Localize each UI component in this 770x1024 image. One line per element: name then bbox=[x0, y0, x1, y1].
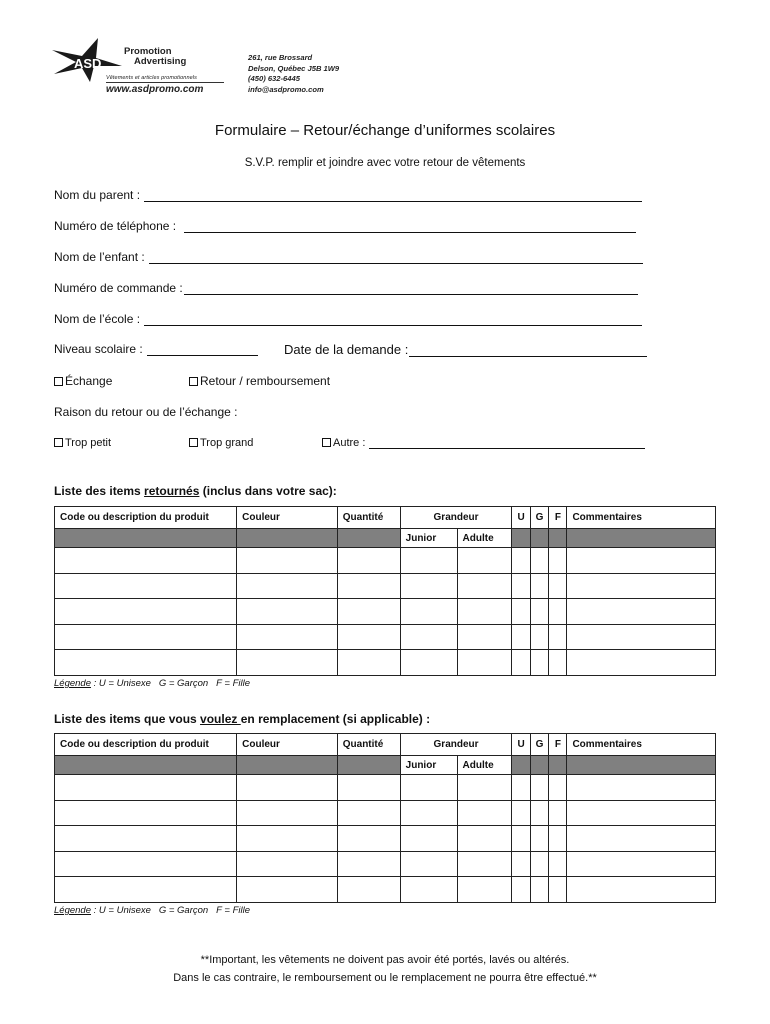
header-size: Grandeur bbox=[400, 734, 512, 756]
order-number-input[interactable] bbox=[184, 281, 638, 295]
header-qty: Quantité bbox=[337, 734, 400, 756]
address-email: info@asdpromo.com bbox=[248, 84, 324, 94]
grade-label: Niveau scolaire : bbox=[54, 342, 143, 356]
table-row[interactable] bbox=[55, 851, 716, 877]
table-header-row bbox=[55, 734, 716, 756]
logo-promotion: Promotion bbox=[124, 46, 172, 57]
replacement-items-table bbox=[54, 733, 716, 903]
parent-name-field bbox=[54, 188, 642, 202]
parent-name-label: Nom du parent : bbox=[54, 188, 141, 202]
header-f: F bbox=[549, 507, 567, 529]
table-row[interactable] bbox=[55, 826, 716, 852]
header-color: Couleur bbox=[237, 734, 338, 756]
other-checkbox[interactable] bbox=[322, 438, 331, 447]
svg-text:ASD: ASD bbox=[74, 56, 102, 71]
important-note-line2: Dans le cas contraire, le remboursement ou le remplacement ne pourra être effectué.** bbox=[173, 972, 597, 984]
header-f: F bbox=[549, 734, 567, 756]
request-date-field bbox=[284, 342, 647, 357]
parent-name-input[interactable] bbox=[144, 188, 642, 202]
header-color: Couleur bbox=[237, 507, 338, 529]
legend-text: : U = Unisexe G = Garçon F = Fille bbox=[90, 905, 250, 916]
replacement-title-post: en remplacement (si applicable) : bbox=[240, 712, 431, 726]
subheader-junior: Junior bbox=[400, 756, 457, 775]
header-u: U bbox=[512, 507, 530, 529]
school-name-label: Nom de l’école : bbox=[54, 312, 141, 326]
table-row[interactable] bbox=[55, 599, 716, 625]
table-row[interactable] bbox=[55, 775, 716, 801]
replacement-title-pre: Liste des items que vous bbox=[54, 712, 201, 726]
returned-items-title bbox=[54, 484, 337, 498]
table-row[interactable] bbox=[55, 573, 716, 599]
exchange-option[interactable] bbox=[54, 374, 112, 388]
replacement-items-title bbox=[54, 712, 430, 726]
child-name-input[interactable] bbox=[149, 250, 643, 264]
phone-field bbox=[54, 219, 636, 233]
header-u: U bbox=[512, 734, 530, 756]
legend-label: Légende bbox=[54, 905, 91, 916]
table-row[interactable] bbox=[55, 548, 716, 574]
table-header-row bbox=[55, 507, 716, 529]
child-name-label: Nom de l’enfant : bbox=[54, 250, 145, 264]
phone-label: Numéro de téléphone : bbox=[54, 219, 177, 233]
subheader-adult: Adulte bbox=[457, 529, 512, 548]
request-date-input[interactable] bbox=[409, 343, 647, 357]
other-reason-input[interactable] bbox=[369, 437, 645, 449]
order-number-label: Numéro de commande : bbox=[54, 281, 183, 295]
header-comments: Commentaires bbox=[567, 734, 716, 756]
too-big-label: Trop grand bbox=[200, 437, 254, 449]
school-name-field bbox=[54, 312, 642, 326]
company-logo bbox=[52, 36, 252, 98]
returned-title-underlined: retournés bbox=[144, 484, 200, 498]
grade-input[interactable] bbox=[147, 342, 258, 356]
phone-input[interactable] bbox=[184, 219, 636, 233]
header-product: Code ou description du produit bbox=[55, 507, 237, 529]
child-name-field bbox=[54, 250, 643, 264]
logo-divider bbox=[106, 82, 224, 83]
header-size: Grandeur bbox=[400, 507, 512, 529]
page-title: Formulaire – Retour/échange d’uniformes scolaires bbox=[214, 122, 556, 139]
return-option[interactable] bbox=[189, 374, 330, 388]
table-row[interactable] bbox=[55, 800, 716, 826]
table-row[interactable] bbox=[55, 650, 716, 676]
returned-title-post: (inclus dans votre sac): bbox=[199, 484, 337, 498]
table-row[interactable] bbox=[55, 877, 716, 903]
replacement-title-underlined: voulez bbox=[200, 712, 241, 726]
address-phone: (450) 632-6445 bbox=[248, 74, 300, 83]
company-address bbox=[248, 53, 339, 95]
order-number-field bbox=[54, 281, 638, 295]
reason-label: Raison du retour ou de l’échange : bbox=[54, 405, 238, 419]
too-small-option[interactable] bbox=[54, 437, 111, 449]
logo-tagline: Vêtements et articles promotionnels bbox=[106, 75, 197, 81]
too-small-checkbox[interactable] bbox=[54, 438, 63, 447]
other-label: Autre : bbox=[333, 437, 366, 449]
too-big-option[interactable] bbox=[189, 437, 253, 449]
return-checkbox[interactable] bbox=[189, 377, 198, 386]
other-option[interactable] bbox=[322, 437, 645, 449]
address-city: Delson, Québec J5B 1W9 bbox=[248, 63, 340, 73]
exchange-checkbox[interactable] bbox=[54, 377, 63, 386]
address-street: 261, rue Brossard bbox=[248, 53, 313, 62]
grade-field bbox=[54, 342, 258, 356]
header-g: G bbox=[530, 507, 549, 529]
header-qty: Quantité bbox=[337, 507, 400, 529]
logo-advertising: Advertising bbox=[134, 56, 187, 67]
exchange-label: Échange bbox=[65, 374, 113, 388]
legend-label: Légende bbox=[54, 678, 91, 689]
too-small-label: Trop petit bbox=[65, 437, 112, 449]
returned-legend bbox=[54, 678, 250, 689]
table-subheader-row bbox=[55, 529, 716, 548]
table-row[interactable] bbox=[55, 624, 716, 650]
important-note-line1: **Important, les vêtements ne doivent pas avoir été portés, lavés ou altérés. bbox=[200, 954, 570, 966]
subheader-junior: Junior bbox=[400, 529, 457, 548]
school-name-input[interactable] bbox=[144, 312, 642, 326]
returned-title-pre: Liste des items bbox=[54, 484, 145, 498]
page-subtitle: S.V.P. remplir et joindre avec votre retour de vêtements bbox=[244, 157, 526, 169]
too-big-checkbox[interactable] bbox=[189, 438, 198, 447]
logo-url: www.asdpromo.com bbox=[106, 84, 204, 95]
return-label: Retour / remboursement bbox=[200, 374, 331, 388]
header-product: Code ou description du produit bbox=[55, 734, 237, 756]
table-subheader-row bbox=[55, 756, 716, 775]
replacement-legend bbox=[54, 905, 250, 916]
header-comments: Commentaires bbox=[567, 507, 716, 529]
header-g: G bbox=[530, 734, 549, 756]
returned-items-table bbox=[54, 506, 716, 676]
subheader-adult: Adulte bbox=[457, 756, 512, 775]
request-date-label: Date de la demande : bbox=[284, 342, 409, 357]
legend-text: : U = Unisexe G = Garçon F = Fille bbox=[90, 678, 250, 689]
